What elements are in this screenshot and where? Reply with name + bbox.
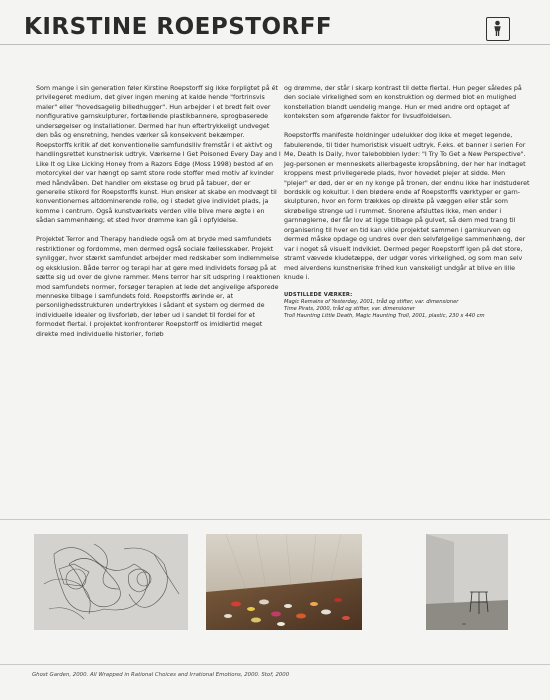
left-text-column [36, 84, 282, 349]
right-text-column [284, 84, 530, 320]
body-paragraph: Roepstorffs manifeste holdninger udelukker dog ikke et meget legende, fabulerende, til tider humoristisk visuelt udtryk. F.eks. et banner i serien For Me, Death Is Daily, hvor talebobblen lyder: "I Try To Get a New Perspective". Jeg-personen er menneskets allerbageste kropsåbning, der her har indtaget kroppens mest privilegerede plads, hvor hovedet plejer at sidde. Men "plejer" er død, der er en ny konge på tronen, der endnu ikke har indstuderet bordskik og kokultur. I den blødere ende af Roepstorffs værktyper er garn-skulpturen, hvor en form trækkes op direkte på væggen eller står som skrøbelige strenge ud i rummet. Snorene afsluttes ikke, men ender i garnnøglerne, der får lov at ligge tilbage på gulvet, så dem med trang til organisering til hver en tid kan vikle projektet sammen i garnkurven og dermed måske opdage og undres over den selvfølgelige sammenhæng, der var i noget så visuelt indviklet. Dermed peger Roepstorff igen på det store, stramt vævede kludetæppe, der udgør vores virkelighed, og som man selv med alverdens kunstneriske frihed kun vanskeligt undgår at blive en lille knude i. [284, 132, 530, 282]
section-divider [0, 519, 550, 520]
work-item: Time Pirats, 2000, tråd og stifter, var. dimensioner [284, 305, 415, 312]
woman-figure-icon [486, 17, 510, 41]
exhibited-works-list [284, 292, 530, 320]
body-paragraph: Projektet Terror and Therapy handlede også om at bryde med samfundets restriktioner og fordomme, men dermed også sociale fællesskaber. Projekt synliggør, hvor stærkt samfundet arbejder med redskaber som indlemmelse og eksklusion. Både terror og terapi har at gøre med individets forsøg på at sætte sig ud over de givne rammer. Mens terror har sit udspring i reaktionen mod samfundets normer, forsøger terapien at lede det angivelige afsporede menneske tilbage i samfundets fold. Roepstorffs ærinde er, at personlighedsstrukturen undertrykkes i sådant et system og dermed de individuelle idealer og livsforløb, der løber ud i sandet til fordel for et formodet flertal. I projektet konfronterer Roepstorff os imidlertid meget direkte med individuelle historier, forløb [36, 236, 281, 338]
work-item: Troll Haunting Little Death, Magic Haunting Troll, 2001, plastic, 230 x 440 cm [284, 312, 485, 319]
body-paragraph: Som mange i sin generation føler Kirstine Roepstorff sig ikke forpligtet på ét privilegeret medium, det giver ingen mening at kalde hende "fortrinsvis maler" eller "hovedsagelig billedhugger". Hun arbejder i et bredt felt over nonfigurative garnskulpturer, fortællende plastikbannere, sprogbaserede undersøgelser og installationer. Dermed har hun eftertrykkeligt undveget den bås og ensretning, hendes værker så konsekvent bekæmper. Roepstorffs kritik af det konventionelle samfundslliv fremstår i et aktivt og handlingsrettet kunstnerisk udtryk. Værkerne I Get Poisoned Every Day and I Like It og Like Licking Honey from a Razors Edge (Moss 1998) bestod af en motorcykel der var hængt op samt store rode stoffer med motiv af kvinder med håndvåben. Det handler om ekstase og brud på tabuer, der er generelle stikord for Roepstorffs kunst. Hun ønsker at skabe en modvægt til konventionernes altdominerende rolle, og i stedet give individet plads, ja komme i centrum. Også kunstværkets verden ville blive mere ægte i en sådan sammenhæng; et sted hvor drømme kan gå i opfyldelse. [36, 85, 281, 225]
footer-divider [0, 664, 550, 665]
artwork-photo-yarn-installation [206, 534, 362, 630]
body-paragraph: og drømme, der står i skarp kontrast til dette flertal. Hun peger således på den sociale virkelighed som en konstruktion og dermed blot en mulighed konstellation blandt uendelig mange. Hun er med andre ord optaget af konteksten som afgørende faktor for livsudfoldelsen. [284, 85, 522, 121]
photo-caption: Ghost Garden, 2000. All Wrapped in Rational Choices and Irrational Emotions, 2000. Stof, 2000 [32, 672, 290, 678]
work-item: Magic Remains of Yesterday, 2001, tråd og stifter, var. dimensioner [284, 298, 459, 305]
works-heading: UDSTILLEDE VÆRKER: [284, 291, 353, 298]
header-divider [0, 44, 550, 45]
page-title: KIRSTINE ROEPSTORFF [24, 14, 333, 40]
artwork-photo-thread-drawing [34, 534, 188, 630]
artwork-photo-stool-installation [426, 534, 508, 630]
